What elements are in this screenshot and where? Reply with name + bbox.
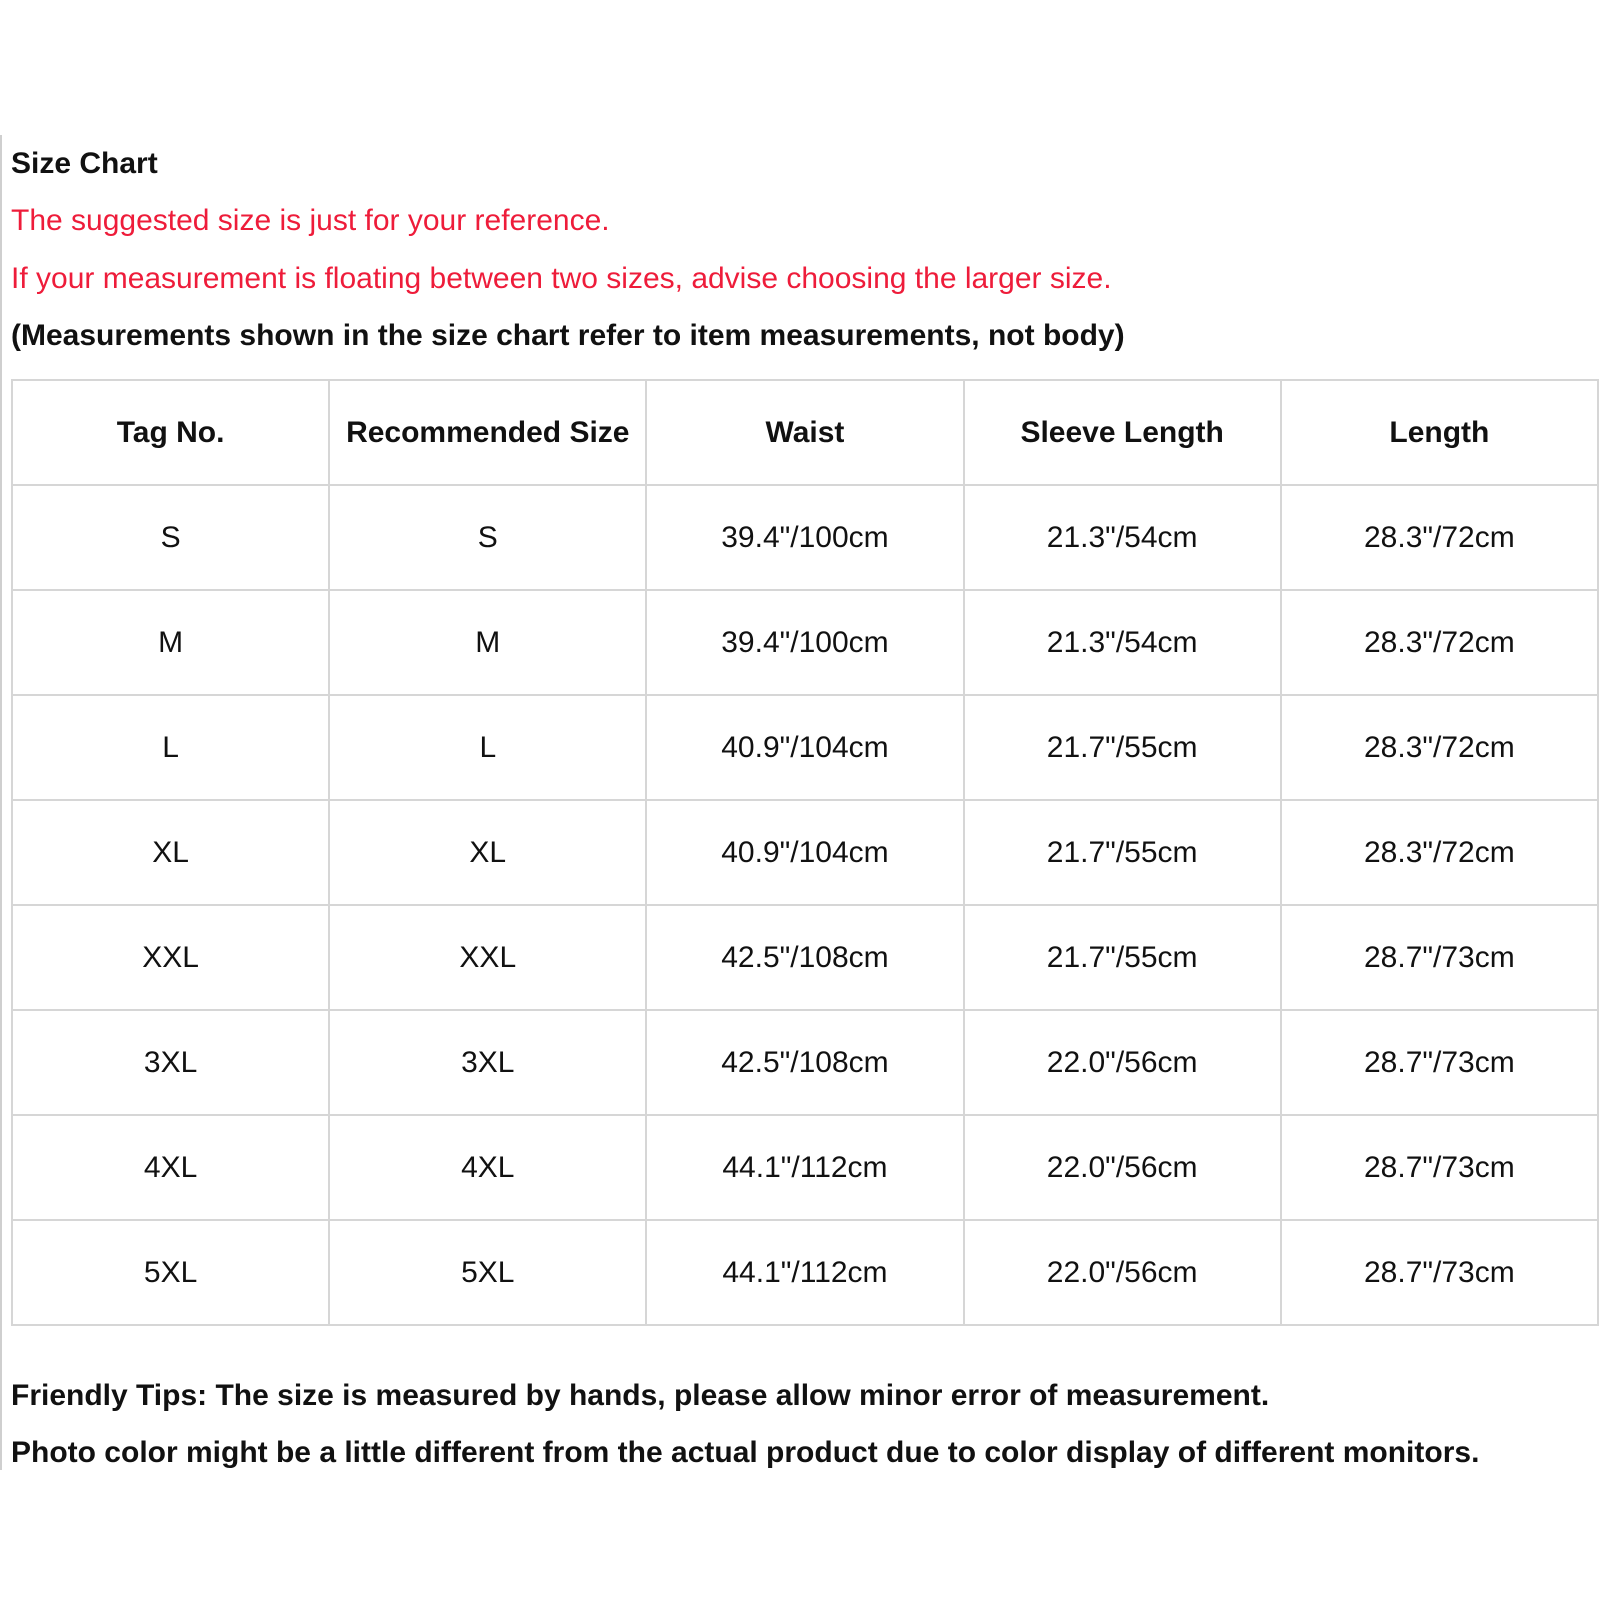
cell-tag-no: 4XL (12, 1115, 329, 1220)
measurement-disclaimer: (Measurements shown in the size chart refer to item measurements, not body) (11, 319, 1125, 352)
cell-length: 28.7"/73cm (1281, 905, 1598, 1010)
cell-sleeve-length: 21.3"/54cm (964, 485, 1281, 590)
photo-color-note: Photo color might be a little different from the actual product due to color display of different monitors. (11, 1436, 1480, 1469)
page-title: Size Chart (11, 147, 158, 180)
left-border-rule (0, 135, 2, 1470)
table-row (12, 590, 1598, 695)
cell-recommended-size: XXL (329, 905, 646, 1010)
cell-tag-no: M (12, 590, 329, 695)
cell-waist: 40.9"/104cm (646, 695, 963, 800)
sizing-advice-note: If your measurement is floating between two sizes, advise choosing the larger size. (11, 262, 1112, 295)
cell-sleeve-length: 21.7"/55cm (964, 800, 1281, 905)
table-row (12, 1220, 1598, 1325)
cell-waist: 44.1"/112cm (646, 1115, 963, 1220)
friendly-tip: Friendly Tips: The size is measured by hands, please allow minor error of measurement. (11, 1379, 1270, 1412)
cell-tag-no: L (12, 695, 329, 800)
cell-length: 28.7"/73cm (1281, 1115, 1598, 1220)
cell-sleeve-length: 22.0"/56cm (964, 1115, 1281, 1220)
table-row (12, 800, 1598, 905)
size-table (11, 379, 1599, 1326)
cell-sleeve-length: 21.7"/55cm (964, 695, 1281, 800)
cell-recommended-size: L (329, 695, 646, 800)
cell-recommended-size: S (329, 485, 646, 590)
cell-length: 28.7"/73cm (1281, 1010, 1598, 1115)
cell-waist: 40.9"/104cm (646, 800, 963, 905)
cell-recommended-size: M (329, 590, 646, 695)
cell-length: 28.3"/72cm (1281, 695, 1598, 800)
cell-tag-no: XL (12, 800, 329, 905)
cell-tag-no: 3XL (12, 1010, 329, 1115)
cell-tag-no: S (12, 485, 329, 590)
cell-length: 28.3"/72cm (1281, 485, 1598, 590)
cell-recommended-size: 3XL (329, 1010, 646, 1115)
cell-length: 28.3"/72cm (1281, 590, 1598, 695)
reference-note: The suggested size is just for your reference. (11, 204, 610, 237)
cell-length: 28.7"/73cm (1281, 1220, 1598, 1325)
table-header-row (12, 380, 1598, 485)
cell-sleeve-length: 21.3"/54cm (964, 590, 1281, 695)
column-header-waist: Waist (646, 380, 963, 485)
cell-recommended-size: 5XL (329, 1220, 646, 1325)
table-row (12, 695, 1598, 800)
cell-sleeve-length: 22.0"/56cm (964, 1010, 1281, 1115)
cell-recommended-size: XL (329, 800, 646, 905)
cell-waist: 44.1"/112cm (646, 1220, 963, 1325)
cell-sleeve-length: 21.7"/55cm (964, 905, 1281, 1010)
column-header-sleeve-length: Sleeve Length (964, 380, 1281, 485)
column-header-tag-no: Tag No. (12, 380, 329, 485)
cell-sleeve-length: 22.0"/56cm (964, 1220, 1281, 1325)
table-row (12, 905, 1598, 1010)
column-header-recommended-size: Recommended Size (329, 380, 646, 485)
table-row (12, 485, 1598, 590)
column-header-length: Length (1281, 380, 1598, 485)
cell-length: 28.3"/72cm (1281, 800, 1598, 905)
cell-waist: 42.5"/108cm (646, 1010, 963, 1115)
cell-recommended-size: 4XL (329, 1115, 646, 1220)
cell-tag-no: 5XL (12, 1220, 329, 1325)
table-row (12, 1115, 1598, 1220)
cell-waist: 39.4"/100cm (646, 485, 963, 590)
table-row (12, 1010, 1598, 1115)
cell-waist: 42.5"/108cm (646, 905, 963, 1010)
cell-tag-no: XXL (12, 905, 329, 1010)
cell-waist: 39.4"/100cm (646, 590, 963, 695)
